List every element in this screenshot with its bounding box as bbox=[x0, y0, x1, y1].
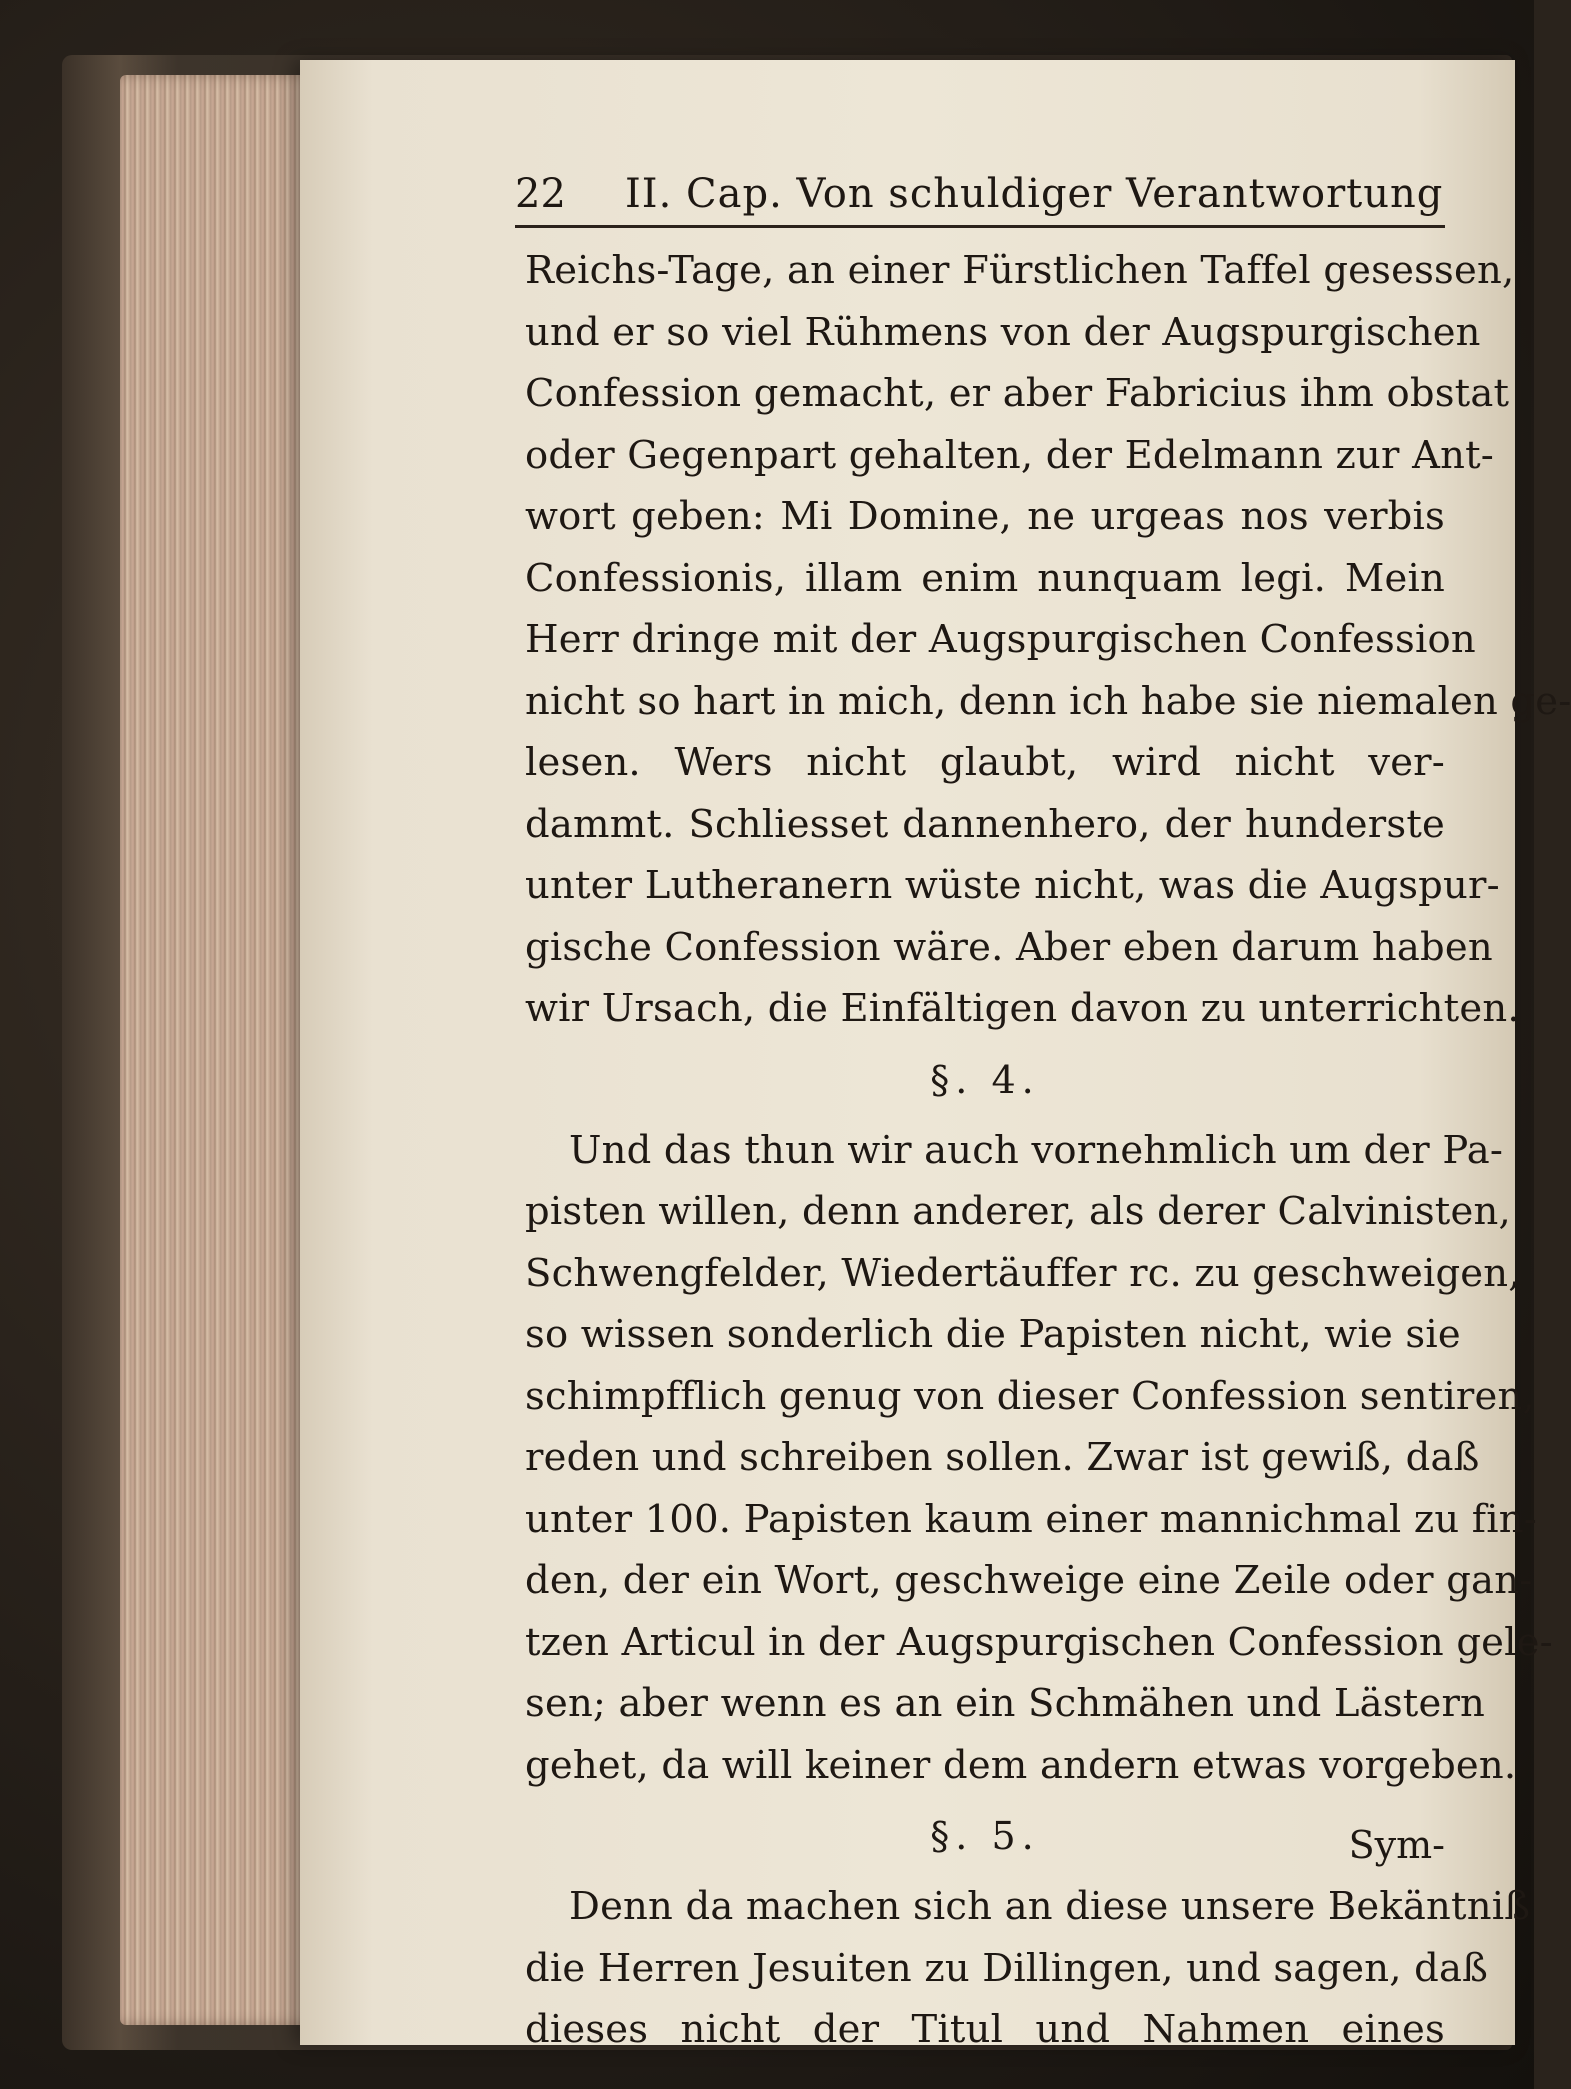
text-line: Schwengfelder, Wiedertäuffer rc. zu geschweigen, bbox=[525, 1250, 1521, 1296]
text-line: und er so viel Rühmens von der Augspurgischen bbox=[525, 309, 1481, 355]
continued-paragraph bbox=[525, 240, 1571, 2061]
header-rule bbox=[515, 225, 1445, 228]
text-line: Herr dringe mit der Augspurgischen Confession bbox=[525, 617, 1476, 662]
text-line: den, der ein Wort, geschweige eine Zeile oder gan- bbox=[525, 1558, 1533, 1603]
running-header bbox=[515, 170, 1465, 218]
text-line: die Herren Jesuiten zu Dillingen, und sagen, daß bbox=[525, 1945, 1489, 1991]
text-line: gische Confession wäre. Aber eben darum haben bbox=[525, 924, 1493, 970]
page-number: 22 bbox=[515, 171, 566, 217]
running-title: II. Cap. Von schuldiger Verantwortung bbox=[625, 171, 1444, 217]
text-line: lesen. Wers nicht glaubt, wird nicht ver- bbox=[525, 740, 1445, 785]
page-edges bbox=[120, 75, 320, 2025]
text-line: schimpfflich genug von dieser Confession sentiren, bbox=[525, 1373, 1535, 1419]
text-line: Und das thun wir auch vornehmlich um der Pa- bbox=[569, 1127, 1504, 1173]
text-line: Confessionis, illam enim nunquam legi. Mein bbox=[525, 555, 1445, 601]
text-line: Denn da machen sich an diese unsere Bekäntniß bbox=[569, 1884, 1531, 1929]
text-line: sen; aber wenn es an ein Schmähen und Lästern bbox=[525, 1681, 1486, 1726]
text-line: Confession gemacht, er aber Fabricius ihm obstat bbox=[525, 371, 1510, 416]
text-line: Reichs-Tage, an einer Fürstlichen Taffel gesessen, bbox=[525, 248, 1515, 293]
text-line: gehet, da will keiner dem andern etwas vorgeben. bbox=[525, 1742, 1517, 1788]
section-heading: §. 4. bbox=[930, 1057, 1040, 1102]
text-line: reden und schreiben sollen. Zwar ist gewiß, daß bbox=[525, 1435, 1480, 1480]
text-line: pisten willen, denn anderer, als derer Calvinisten, bbox=[525, 1189, 1511, 1234]
text-line: dieses nicht der Titul und Nahmen eines bbox=[525, 2007, 1445, 2052]
catchword: Sym- bbox=[1348, 1823, 1445, 1867]
section-heading: §. 5. bbox=[930, 1814, 1040, 1858]
text-line: tzen Articul in der Augspurgischen Confession gele- bbox=[525, 1619, 1553, 1665]
text-line: unter 100. Papisten kaum einer mannichmal zu fin- bbox=[525, 1496, 1537, 1542]
text-line: wir Ursach, die Einfältigen davon zu unterrichten. bbox=[525, 986, 1520, 1031]
text-line: unter Lutheranern wüste nicht, was die Augspur- bbox=[525, 863, 1500, 908]
text-line: nicht so hart in mich, denn ich habe sie niemalen ge- bbox=[525, 678, 1571, 724]
text-line: wort geben: Mi Domine, ne urgeas nos verbis bbox=[525, 494, 1445, 539]
text-line: dammt. Schliesset dannenhero, der hunderste bbox=[525, 801, 1445, 847]
text-line: so wissen sonderlich die Papisten nicht, wie sie bbox=[525, 1312, 1461, 1357]
text-line: oder Gegenpart gehalten, der Edelmann zur Ant- bbox=[525, 432, 1494, 478]
